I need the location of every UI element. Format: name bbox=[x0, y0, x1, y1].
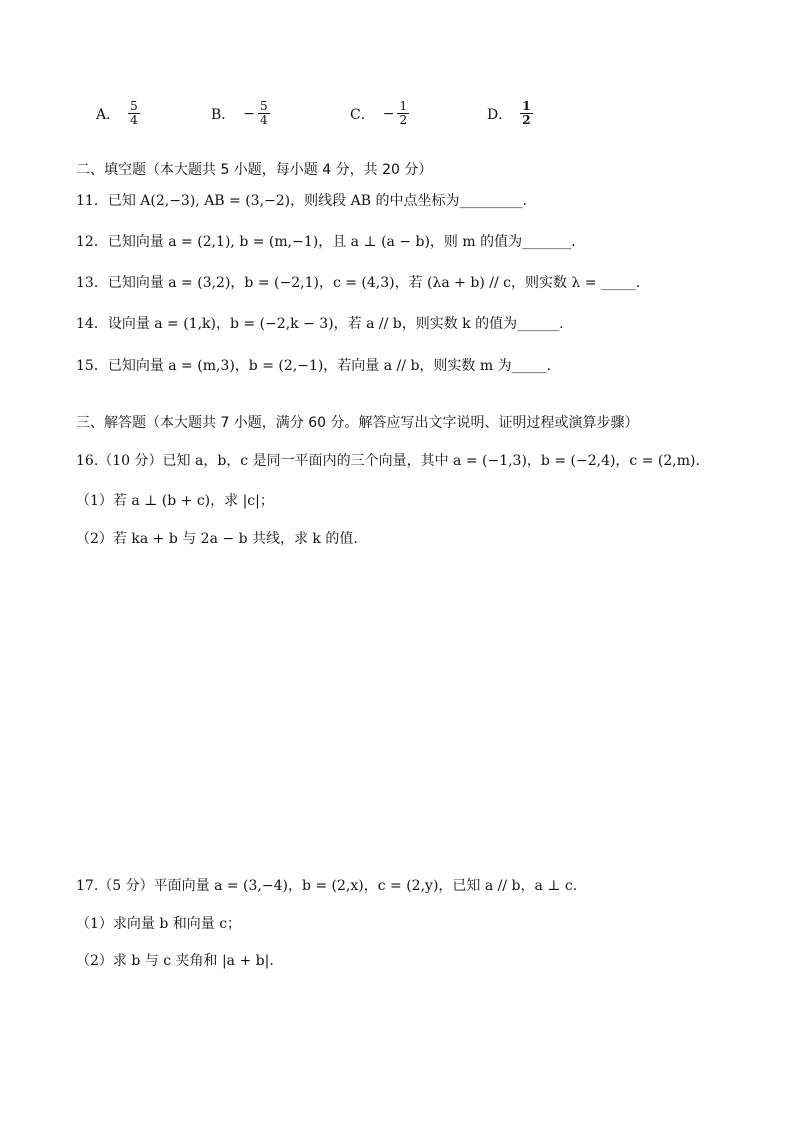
option-a-letter: A． bbox=[96, 106, 121, 123]
option-d-letter: D． bbox=[487, 106, 513, 123]
question-16-stem: 16.（10 分）已知 a，b，c 是同一平面内的三个向量，其中 a = (−1,3)，b = (−2,4)，c = (2,m). bbox=[76, 453, 700, 469]
option-b-sign: − bbox=[243, 105, 256, 122]
option-b-denominator: 4 bbox=[260, 113, 268, 127]
option-a-numerator: 5 bbox=[130, 99, 138, 113]
option-a-fraction bbox=[128, 100, 140, 127]
option-c bbox=[350, 100, 409, 127]
option-b-numerator: 5 bbox=[260, 99, 268, 113]
question-13: 13．已知向量 a = (3,2)，b = (−2,1)，c = (4,3)，若 (λa + b) // c，则实数 λ = _____. bbox=[76, 275, 641, 291]
option-b bbox=[211, 100, 270, 127]
option-b-letter: B． bbox=[211, 106, 236, 123]
question-16-part1: （1）若 a ⊥ (b + c)，求 |c|； bbox=[76, 493, 274, 509]
question-17-part1: （1）求向量 b 和向量 c； bbox=[76, 916, 242, 932]
question-16-part2: （2）若 ka + b 与 2a − b 共线，求 k 的值. bbox=[76, 531, 358, 547]
option-d-numerator: 1 bbox=[522, 99, 531, 113]
option-c-sign: − bbox=[382, 105, 395, 122]
question-17-part2: （2）求 b 与 c 夹角和 |a + b|. bbox=[76, 953, 274, 969]
question-12: 12．已知向量 a = (2,1), b = (m,−1)，且 a ⊥ (a − b)，则 m 的值为_______. bbox=[76, 234, 576, 250]
section2-heading: 二、填空题（本大题共 5 小题，每小题 4 分，共 20 分） bbox=[76, 162, 433, 178]
question-17-stem: 17.（5 分）平面向量 a = (3,−4)，b = (2,x)，c = (2,y)，已知 a // b，a ⊥ c. bbox=[76, 878, 578, 894]
option-d-fraction bbox=[520, 100, 532, 127]
option-c-numerator: 1 bbox=[399, 99, 408, 113]
option-d-denominator: 2 bbox=[522, 113, 531, 127]
option-a-denominator: 4 bbox=[130, 113, 138, 127]
section3-heading: 三、解答题（本大题共 7 小题，满分 60 分。解答应写出文字说明、证明过程或演算步骤） bbox=[76, 415, 639, 431]
option-c-denominator: 2 bbox=[399, 113, 408, 127]
option-a bbox=[96, 100, 140, 127]
option-b-fraction bbox=[258, 100, 270, 127]
question-11: 11．已知 A(2,−3), AB = (3,−2)，则线段 AB 的中点坐标为_________. bbox=[76, 193, 527, 209]
option-d bbox=[487, 100, 533, 127]
option-c-letter: C． bbox=[350, 106, 375, 123]
question-14: 14．设向量 a = (1,k)，b = (−2,k − 3)，若 a // b，则实数 k 的值为______. bbox=[76, 316, 564, 332]
question-15: 15．已知向量 a = (m,3)，b = (2,−1)，若向量 a // b，则实数 m 为_____. bbox=[76, 358, 552, 374]
option-c-fraction bbox=[397, 100, 409, 127]
